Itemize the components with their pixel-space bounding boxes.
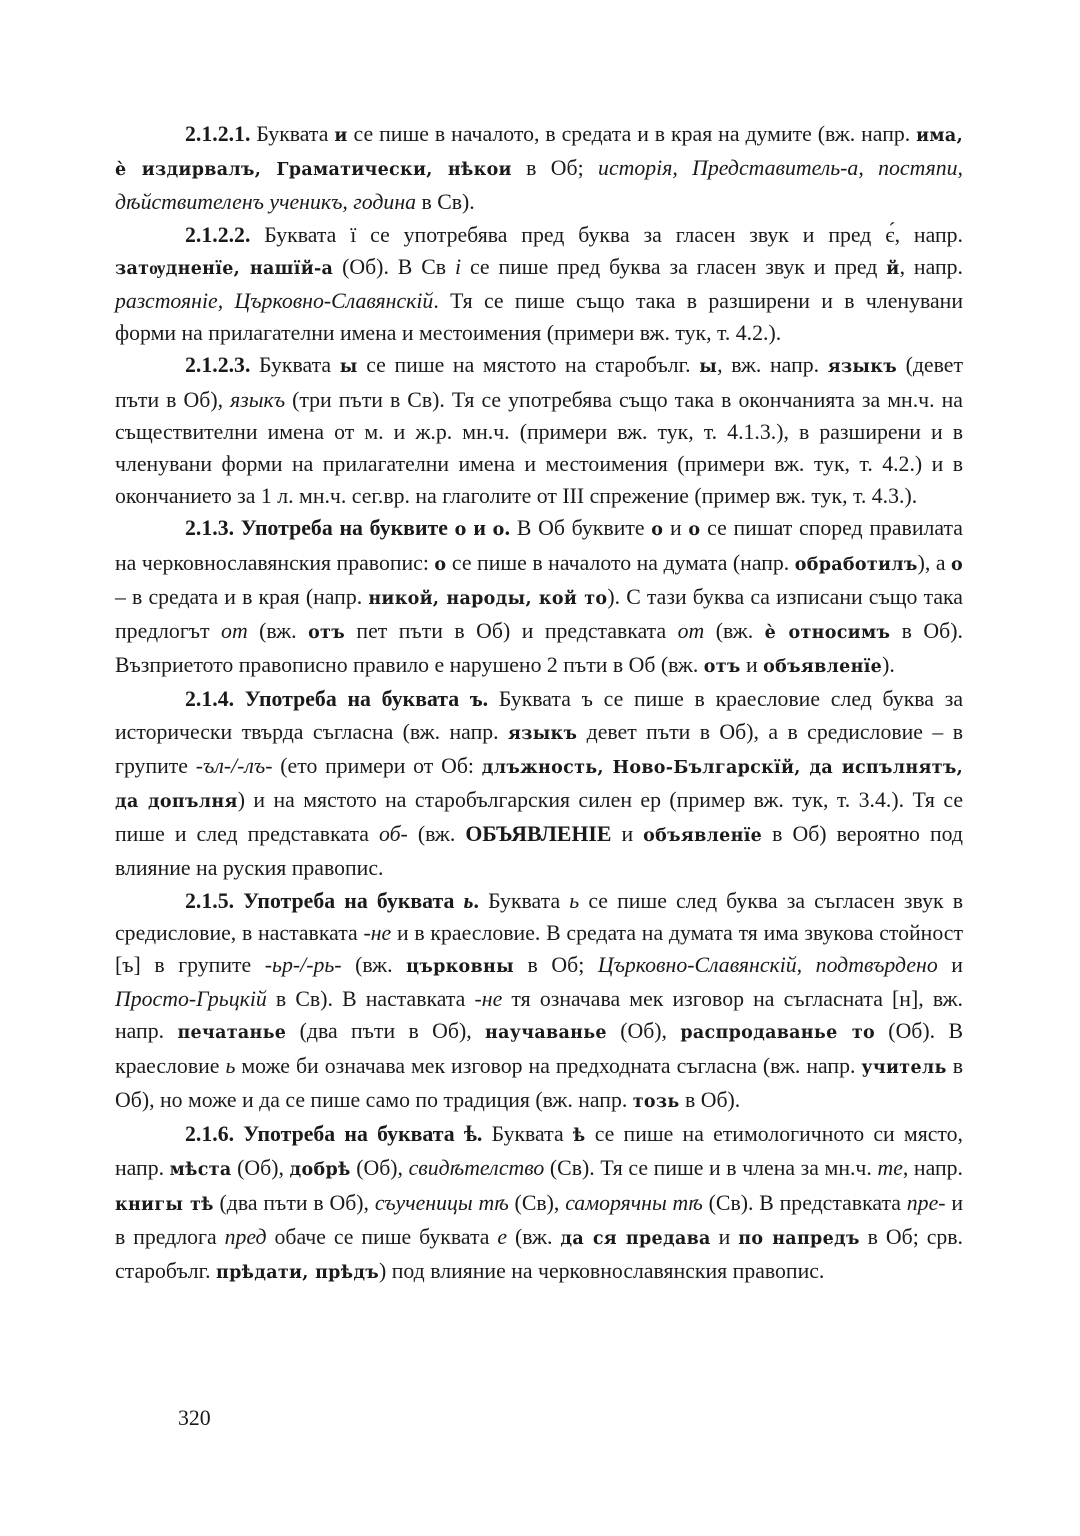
text: в Св). В наставката xyxy=(266,987,475,1012)
church-slavonic-example: никой, народы, кой то xyxy=(368,588,608,609)
italic-example: ь xyxy=(569,888,580,913)
text: (Об). В Св xyxy=(333,254,455,279)
text: се пише пред буква за гласен звук и пред xyxy=(461,254,887,279)
church-slavonic-example: й xyxy=(886,258,900,279)
section-heading: и xyxy=(466,516,493,541)
church-slavonic-example: языкъ xyxy=(508,723,578,744)
italic-example: от xyxy=(677,619,705,644)
church-slavonic-example: научаванье xyxy=(485,1023,607,1044)
text: (Об), xyxy=(350,1156,409,1181)
text: ), а xyxy=(917,550,952,575)
text: (Об), xyxy=(231,1156,290,1181)
text: в Об). Възприетото правописно правило е нарушено 2 пъти в Об (вж. xyxy=(115,619,963,678)
church-slavonic-example: распродаванье то xyxy=(680,1023,875,1044)
text: (вж. xyxy=(247,619,309,644)
text: и xyxy=(663,516,689,541)
church-slavonic-example: да ся предава xyxy=(560,1228,711,1249)
section-number: 2.1.2.3. xyxy=(185,353,251,378)
italic-example: пред xyxy=(224,1224,267,1249)
section-heading: 2.1.6. Употреба на буквата ѣ. xyxy=(185,1122,483,1147)
church-slavonic-example: отъ xyxy=(703,657,741,678)
text: и xyxy=(740,653,764,678)
text: , вж. напр. xyxy=(717,353,828,378)
text: (два пъти в Об), xyxy=(286,1019,486,1044)
section-heading: . xyxy=(473,888,479,913)
text: Буквата ї се употребява пред буква за гласен звук и пред є́, напр. xyxy=(250,222,963,247)
text: (Св), xyxy=(508,1190,566,1215)
text: се пише на мястото на старобълг. xyxy=(357,353,700,378)
paragraph-2-1-6 xyxy=(115,1118,963,1289)
text: , напр. xyxy=(902,1156,963,1181)
text: Буквата xyxy=(250,122,335,146)
text: (Об), xyxy=(606,1019,681,1044)
church-slavonic-example: има, ѐ издирвалъ, Граматически, нѣкои xyxy=(115,126,963,181)
text: Буквата ъ се пише в краесловие след буква за исторически твърда съгласна (вж. напр. xyxy=(115,687,963,744)
text: и в предлога xyxy=(115,1190,963,1249)
text: (вж. xyxy=(341,953,407,978)
text: в Об; xyxy=(511,156,599,181)
church-slavonic-example: длъжность, Ново-Българскїй, да испълнятъ, да допълня xyxy=(115,757,963,813)
church-slavonic-letter: о xyxy=(434,554,447,575)
text: се пише в началото, в средата и в края на думите (вж. напр. xyxy=(347,122,917,146)
italic-example: Просто-Грьцкій xyxy=(115,987,267,1012)
church-slavonic-letter: о xyxy=(651,520,664,541)
text: В Об буквите xyxy=(510,516,652,541)
italic-example: і xyxy=(454,254,462,279)
italic-example: ь xyxy=(225,1053,236,1078)
text: Буквата xyxy=(250,353,340,378)
text: и xyxy=(611,822,644,847)
text: ) под влияние на черковнославянския правопис. xyxy=(379,1258,825,1283)
text: и xyxy=(937,953,963,978)
text: се пишат според правилата на черковнославянския правопис: xyxy=(115,516,963,575)
text: се пише след буква за съгласен звук в средисловие, в наставката xyxy=(115,888,963,945)
church-slavonic-example: ѐ относимъ xyxy=(764,623,891,644)
text: тя означава мек изговор на съгласната [н], вж. напр. xyxy=(115,987,963,1044)
text: в Об), но може и да се пише само по традиция (вж. напр. xyxy=(115,1053,963,1112)
italic-example: языкъ xyxy=(230,387,286,412)
italic-example: е xyxy=(497,1224,508,1249)
text: девет пъти в Об), а в средисловие – в групите xyxy=(115,719,963,778)
section-heading: 2.1.3. Употреба на буквите xyxy=(185,516,455,541)
section-heading: . xyxy=(504,516,511,541)
italic-example: -ъл-/-лъ- xyxy=(195,753,273,778)
text: пет пъти в Об) и представката xyxy=(344,619,678,644)
church-slavonic-example: объявленїе xyxy=(643,826,763,847)
text: (два пъти в Об), xyxy=(213,1190,375,1215)
church-slavonic-letter: о xyxy=(492,520,505,541)
italic-example: исторія, Представитель-а, постяпи, дѣйствителенъ ученикъ, година xyxy=(115,156,963,215)
paragraph-2-1-2-1 xyxy=(115,118,963,219)
section-heading: 2.1.4. Употреба на буквата ъ. xyxy=(185,687,489,712)
church-slavonic-example: добрѣ xyxy=(289,1160,351,1181)
italic-example: разстояніе, Църковно-Славянскій xyxy=(115,289,434,314)
church-slavonic-example: ы xyxy=(339,357,358,378)
paragraph-2-1-2-3 xyxy=(115,349,963,512)
italic-example: от xyxy=(221,619,248,644)
church-slavonic-example: учитель xyxy=(861,1057,947,1078)
text: в Об; xyxy=(513,953,598,978)
italic-example: саморячны тѣ xyxy=(565,1190,703,1215)
text: ). xyxy=(882,653,895,678)
section-number: 2.1.2.2. xyxy=(185,222,251,247)
bold-title-example: ОБЪЯВЛЕНІЕ xyxy=(465,822,612,847)
text: (Об). В краесловие xyxy=(115,1019,964,1078)
italic-example: -ьр-/-рь- xyxy=(264,953,342,978)
italic-example: об- xyxy=(378,822,408,847)
text: – в средата и в края (напр. xyxy=(115,584,369,609)
text: се пише на етимологичното си място, напр. xyxy=(115,1122,963,1181)
text: в Св). xyxy=(416,190,475,215)
text: (вж. xyxy=(407,822,466,847)
italic-example: -не xyxy=(363,920,392,945)
church-slavonic-example: тозь xyxy=(632,1091,680,1112)
church-slavonic-example: отъ xyxy=(308,623,345,644)
text: в Об) вероятно под влияние на руския правопис. xyxy=(115,822,963,881)
church-slavonic-example: прѣдати, прѣдъ xyxy=(216,1262,380,1283)
section-heading: 2.1.5. Употреба на буквата xyxy=(185,888,464,913)
text: и в краесловие. В средата на думата тя има звукова стойност [ъ] в групите xyxy=(115,920,963,978)
church-slavonic-example: объявленїе xyxy=(763,657,883,678)
paragraph-2-1-2-2 xyxy=(115,219,963,350)
italic-example: Църковно-Славянскій, подтвърдено xyxy=(597,953,938,978)
text: се пише в началото на думата (напр. xyxy=(446,550,795,575)
paragraph-2-1-5 xyxy=(115,885,963,1118)
text: в Об). xyxy=(679,1087,741,1112)
church-slavonic-example: ы xyxy=(699,357,718,378)
church-slavonic-example: книгы тѣ xyxy=(115,1194,214,1215)
church-slavonic-example: мѣста xyxy=(169,1160,232,1181)
paragraph-2-1-4 xyxy=(115,683,963,884)
church-slavonic-example: печатанье xyxy=(177,1023,287,1044)
text: може би означава мек изговор на предходната съгласна (вж. напр. xyxy=(235,1053,862,1078)
text: (девет пъти в Об), xyxy=(115,353,963,412)
text: (Св). В представката xyxy=(702,1190,907,1215)
text: (ето примери от Об: xyxy=(272,753,482,778)
text: (три пъти в Св). Тя се употребява също така в окончанията за мн.ч. на съществителни имена от м. и ж.р. мн.ч. (примери вж. тук, т. 4.1.3.), в разширени и в членувани форми на прилагателни имена и местоимения (примери вж. тук, т. 4.2.) и в окончанието за 1 л. мн.ч. сег.вр. на глаголите от III спрежение (пример вж. тук, т. 4.3.). xyxy=(115,387,963,509)
text: ) и на мястото на старобългарския силен ер (пример вж. тук, т. 3.4.). Тя се пише и след представката xyxy=(115,788,963,847)
church-slavonic-example: языкъ xyxy=(827,357,897,378)
church-slavonic-letter: о xyxy=(951,554,964,575)
text: , напр. xyxy=(899,254,963,279)
paragraph-2-1-3 xyxy=(115,512,963,683)
section-number: 2.1.2.1. xyxy=(185,122,251,146)
church-slavonic-example: църковны xyxy=(406,957,514,978)
church-slavonic-example: по напредъ xyxy=(738,1228,860,1249)
church-slavonic-example: затѹдненїе, нашїй-а xyxy=(115,258,334,279)
text: (вж. xyxy=(704,619,765,644)
text: ). С тази буква са изписани също така предлогът xyxy=(115,584,963,644)
italic-example: те xyxy=(877,1156,903,1181)
text: Буквата xyxy=(478,888,570,913)
section-heading-letter: ь xyxy=(463,888,474,913)
text: (вж. xyxy=(507,1224,561,1249)
text: . Тя се пише също така в разширени и в членувани форми на прилагателни имена и местоимения (примери вж. тук, т. 4.2.). xyxy=(115,289,963,346)
church-slavonic-letter: ѣ xyxy=(572,1126,586,1147)
italic-example: свидѣтелство xyxy=(408,1156,545,1181)
page-number: 320 xyxy=(178,1406,211,1430)
text: (Св). Тя се пише и в члена за мн.ч. xyxy=(544,1156,878,1181)
text: в Об; срв. старобълг. xyxy=(115,1224,964,1283)
church-slavonic-example: обработилъ xyxy=(794,554,918,575)
italic-example: съученицы тѣ xyxy=(374,1190,509,1215)
page-body xyxy=(115,118,963,1289)
text: и xyxy=(710,1224,739,1249)
church-slavonic-letter: о xyxy=(688,520,701,541)
italic-example: пре- xyxy=(906,1190,946,1215)
church-slavonic-letter: о xyxy=(454,520,467,541)
text: обаче се пише буквата xyxy=(266,1224,498,1249)
text: Буквата xyxy=(482,1122,573,1147)
church-slavonic-example: и xyxy=(334,126,348,146)
italic-example: -не xyxy=(474,987,503,1012)
